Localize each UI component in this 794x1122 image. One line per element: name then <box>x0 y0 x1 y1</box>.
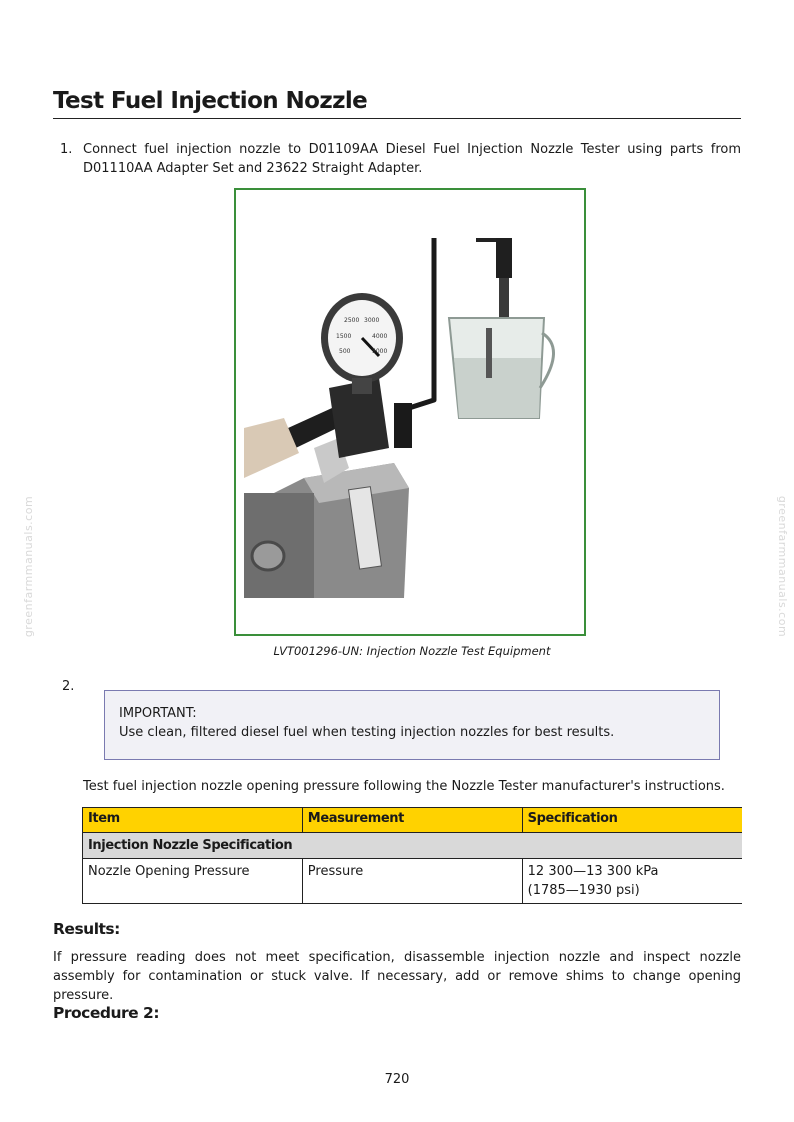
figure-caption: LVT001296-UN: Injection Nozzle Test Equipment <box>273 644 551 658</box>
table-section-row <box>83 833 743 859</box>
results-text: If pressure reading does not meet specification, disassemble injection nozzle and inspect nozzle assembly for contamination or stuck valve. If necessary, add or remove shims to change opening pressure. <box>53 950 741 1003</box>
svg-text:500: 500 <box>339 348 351 355</box>
svg-text:5000: 5000 <box>372 348 388 355</box>
watermark-right: greenfarmmanuals.com <box>776 495 790 638</box>
cell-specification <box>522 859 742 904</box>
section-label: Injection Nozzle Specification <box>83 833 743 859</box>
header-measurement: Measurement <box>302 808 522 833</box>
figure-nozzle-tester <box>234 188 586 636</box>
step-1 <box>60 140 741 178</box>
step-2-number: 2. <box>62 679 75 694</box>
svg-text:3000: 3000 <box>364 317 380 324</box>
cell-measurement: Pressure <box>302 859 522 904</box>
procedure-heading: Procedure 2: <box>53 1004 160 1022</box>
step-1-text: Connect fuel injection nozzle to D01109AA Diesel Fuel Injection Nozzle Tester using parts from D01110AA Adapter Set and 23622 Straight Adapter. <box>83 142 741 176</box>
step-2-paragraph: Test fuel injection nozzle opening pressure following the Nozzle Tester manufacturer's instructions. <box>83 779 725 794</box>
svg-text:1500: 1500 <box>336 333 352 340</box>
page-title: Test Fuel Injection Nozzle <box>53 88 741 119</box>
table-row <box>83 859 743 904</box>
important-note <box>104 690 720 760</box>
spec-table <box>82 807 742 904</box>
watermark-left: greenfarmmanuals.com <box>22 495 36 638</box>
svg-text:4000: 4000 <box>372 333 388 340</box>
spec-psi: (1785—1930 psi) <box>527 883 640 898</box>
svg-text:2500: 2500 <box>344 317 360 324</box>
table-header-row <box>83 808 743 833</box>
header-item: Item <box>83 808 303 833</box>
step-1-number: 1. <box>60 142 73 157</box>
nozzle-tester-illustration <box>244 238 578 598</box>
results-heading: Results: <box>53 920 120 938</box>
spec-kpa: 12 300—13 300 kPa <box>527 864 659 879</box>
header-specification: Specification <box>522 808 742 833</box>
cell-item: Nozzle Opening Pressure <box>83 859 303 904</box>
page-number: 720 <box>384 1072 410 1087</box>
important-text: Use clean, filtered diesel fuel when testing injection nozzles for best results. <box>119 725 615 740</box>
important-label: IMPORTANT: <box>119 706 197 721</box>
